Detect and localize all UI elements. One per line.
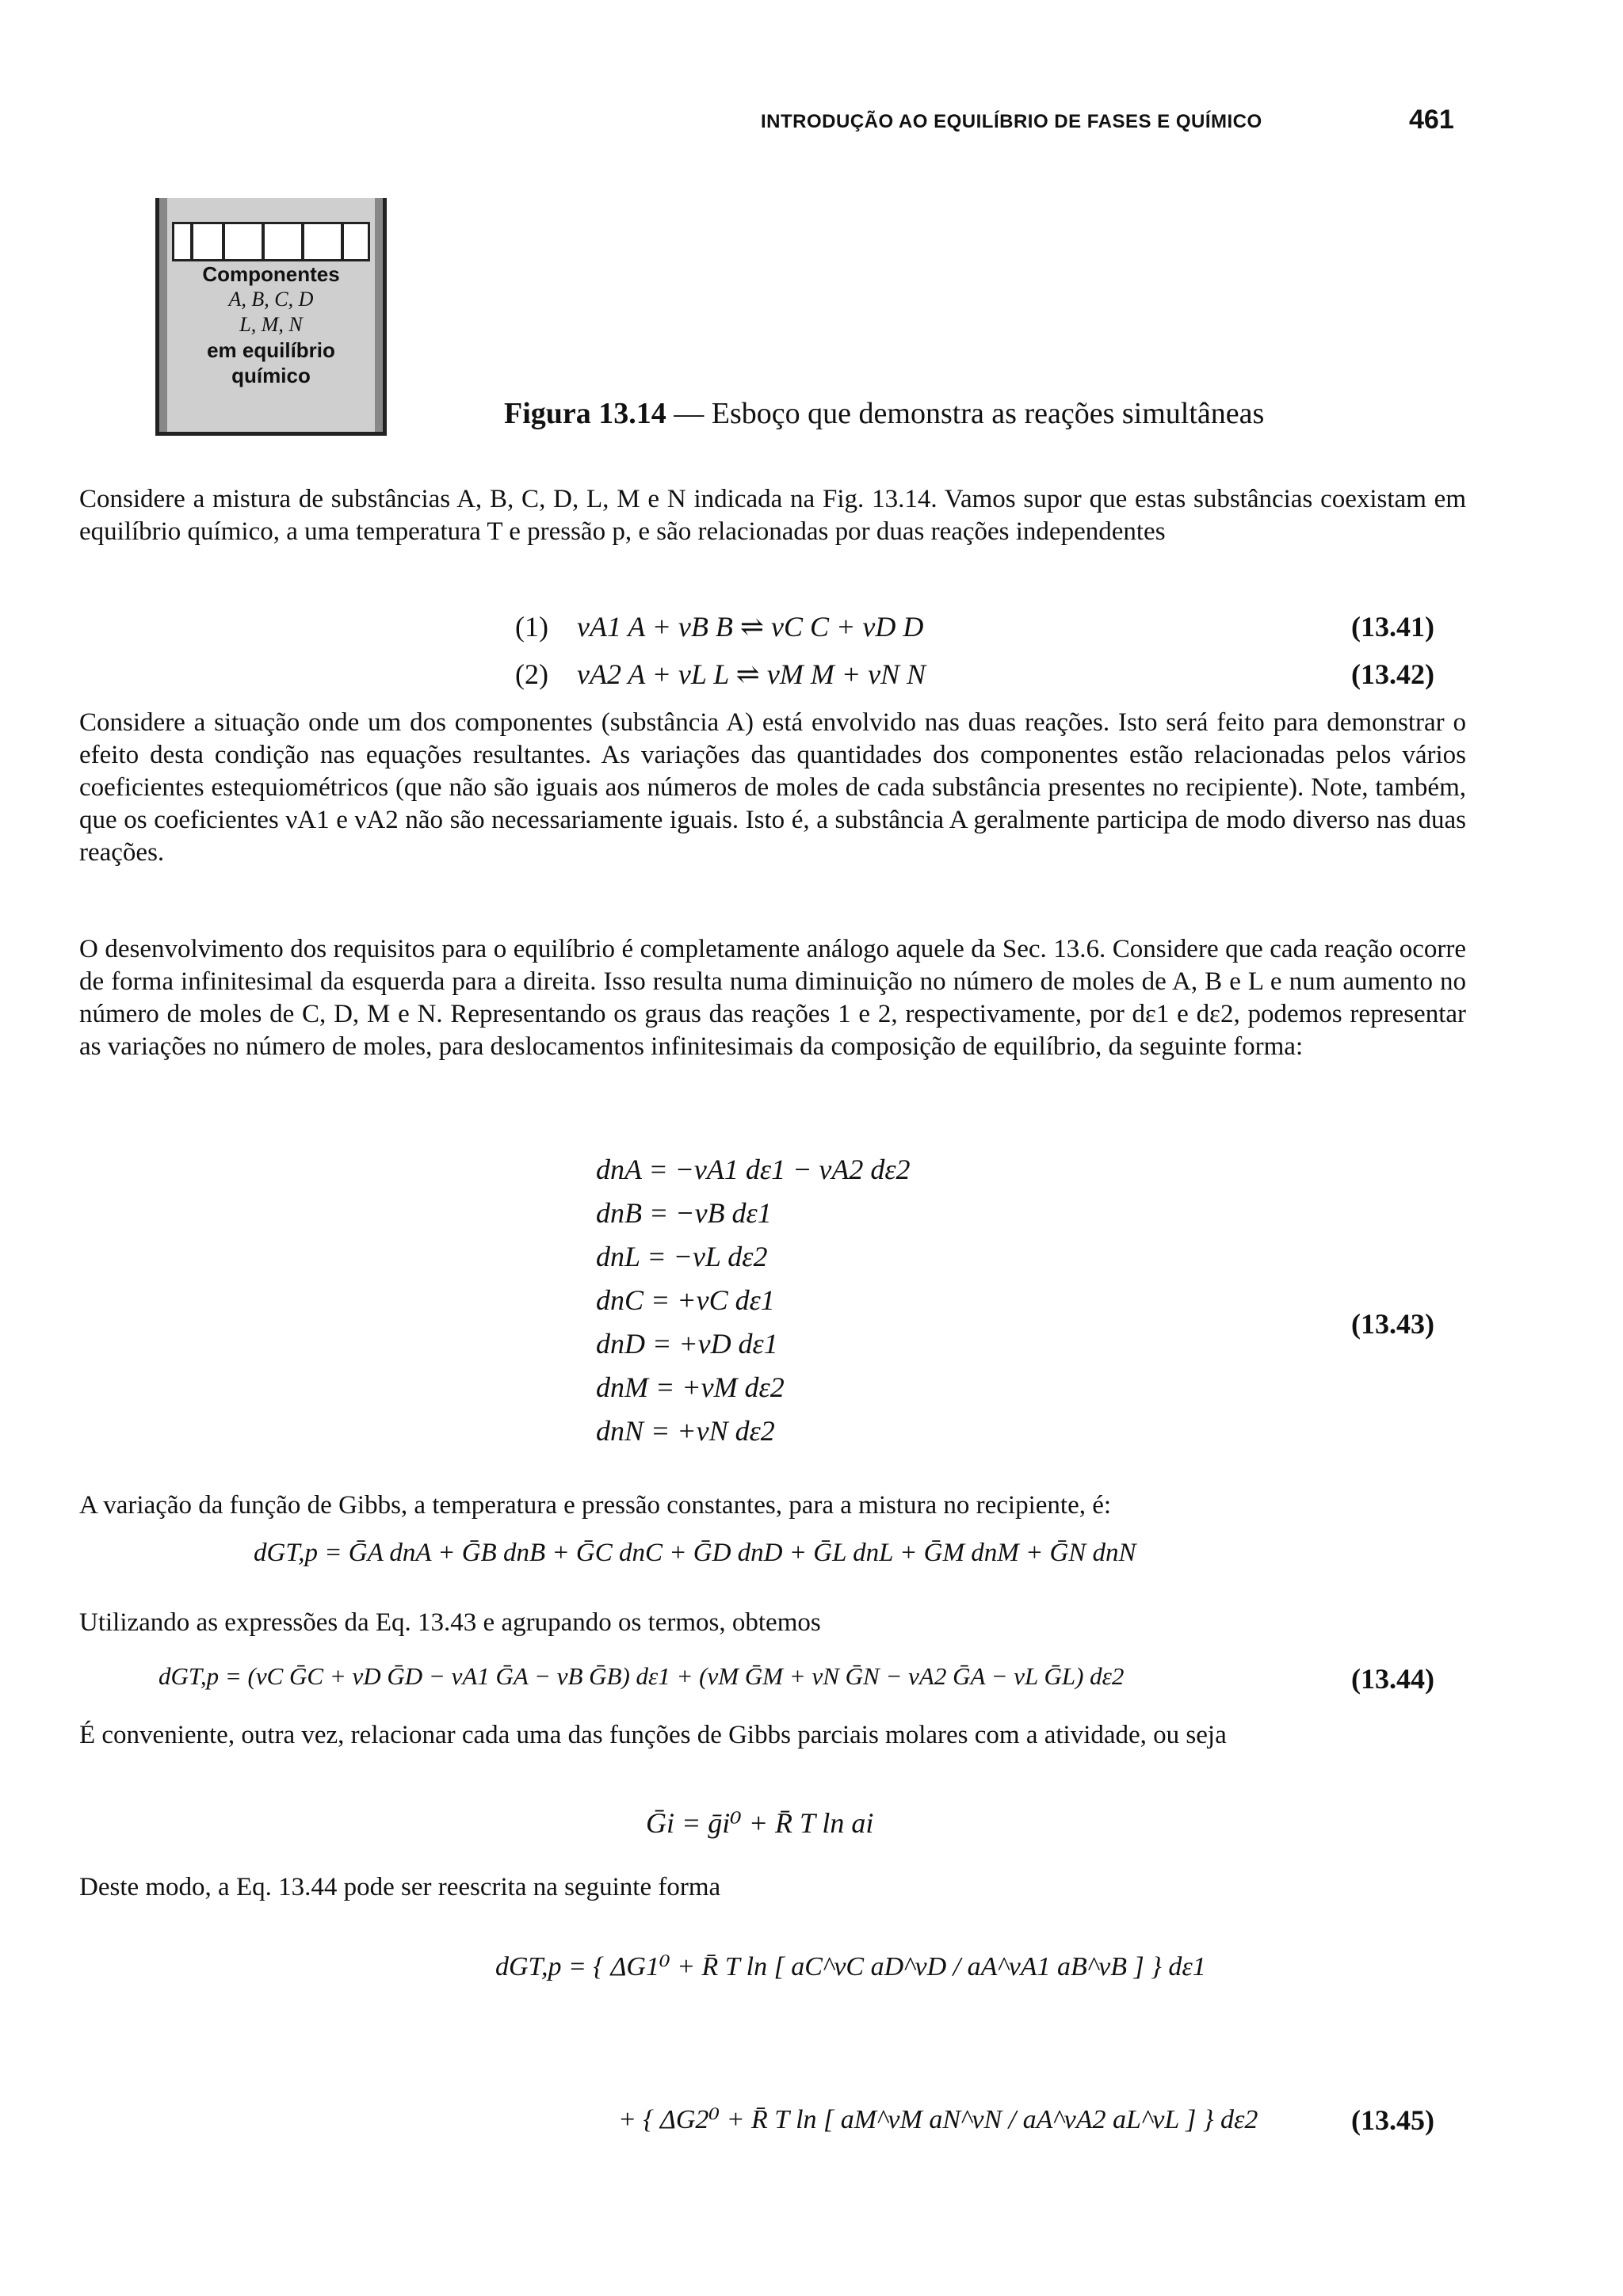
reaction-1 bbox=[515, 610, 923, 643]
paragraph-3: O desenvolvimento dos requisitos para o equilíbrio é completamente análogo aquele da Sec. 13.6. Considere que cada reação ocorre de forma infinitesimal da esquerda para a direita. Isso resulta numa diminuição no número de moles de A, B e L e num aumento no número de moles de C, D, M e N. Representando os graus das reações 1 e 2, respectivamente, por dε1 e dε2, podemos representar as variações no número de moles, para deslocamentos infinitesimais da composição de equilíbrio, da seguinte forma: bbox=[79, 935, 1466, 1061]
equation-dG-grouped: dGT,p = (νC ḠC + νD ḠD − νA1 ḠA − νB ḠB) dε1 + (νM ḠM + νN ḠN − νA2 ḠA − νL ḠL) dε2 bbox=[158, 1662, 1125, 1690]
paragraph-5: Utilizando as expressões da Eq. 13.43 e agrupando os termos, obtemos bbox=[79, 1608, 821, 1637]
figure-container-diagram bbox=[155, 198, 387, 436]
page-number: 461 bbox=[1409, 105, 1454, 135]
equation-dG: dGT,p = ḠA dnA + ḠB dnB + ḠC dnC + ḠD dnD + ḠL dnL + ḠM dnM + ḠN dnN bbox=[254, 1539, 1136, 1567]
equation-number: (13.42) bbox=[1351, 658, 1434, 690]
figure-label-line: em equilíbrio bbox=[207, 338, 335, 362]
paragraph-2: Considere a situação onde um dos componentes (substância A) está envolvido nas duas reações. Isto será feito para demonstrar o efeito desta condição nas equações resultantes. As variações das quantidades dos componentes estão relacionadas pelos vários coeficientes estequiométricos (que não são iguais aos números de moles de cada substância presentes no recipiente). Note, também, que os coeficientes νA1 e νA2 não são necessariamente iguais. Isto é, a substância A geralmente participa de modo diverso nas duas reações. bbox=[79, 708, 1466, 867]
reaction-expression: νA2 A + νL L ⇌ νM M + νN N bbox=[576, 658, 926, 690]
equation-number: (13.41) bbox=[1351, 611, 1434, 643]
equation-45-line-1: dGT,p = { ΔG1⁰ + R̄ T ln [ aC^νC aD^νD / aA^νA1 aB^νB ] } dε1 bbox=[495, 1952, 1206, 1981]
container-wall-right bbox=[375, 198, 383, 432]
figure-label-line: químico bbox=[231, 364, 311, 387]
equation-45-line-2: + { ΔG2⁰ + R̄ T ln [ aM^νM aN^νN / aA^νA2 aL^νL ] } dε2 bbox=[618, 2105, 1258, 2134]
piston bbox=[172, 222, 370, 261]
reaction-tag: (1) bbox=[515, 611, 548, 643]
figure-label-line: L, M, N bbox=[239, 313, 303, 336]
paragraph-4: A variação da função de Gibbs, a temperatura e pressão constantes, para a mistura no recipiente, é: bbox=[79, 1491, 1112, 1520]
equation-gibbs-activity: Ḡi = ḡi⁰ + R̄ T ln ai bbox=[646, 1807, 874, 1839]
paragraph-7: Deste modo, a Eq. 13.44 pode ser reescrita na seguinte forma bbox=[79, 1873, 721, 1901]
equation-dnN: dnN = +νN dε2 bbox=[596, 1415, 775, 1447]
equation-dnA: dnA = −νA1 dε1 − νA2 dε2 bbox=[596, 1154, 911, 1185]
reaction-tag: (2) bbox=[515, 658, 548, 690]
reaction-2 bbox=[515, 658, 926, 691]
figure-caption-number: Figura 13.14 bbox=[504, 397, 666, 430]
container-wall-left bbox=[159, 198, 167, 432]
equation-dnB: dnB = −νB dε1 bbox=[596, 1197, 772, 1229]
running-header: INTRODUÇÃO AO EQUILÍBRIO DE FASES E QUÍMICO bbox=[761, 111, 1262, 132]
equation-dnC: dnC = +νC dε1 bbox=[596, 1284, 775, 1316]
paragraph-6: É conveniente, outra vez, relacionar cada uma das funções de Gibbs parciais molares com a atividade, ou seja bbox=[79, 1721, 1227, 1749]
reaction-expression: νA1 A + νB B ⇌ νC C + νD D bbox=[576, 611, 924, 643]
figure-label-line: A, B, C, D bbox=[228, 288, 314, 311]
equation-number: (13.43) bbox=[1351, 1308, 1434, 1340]
equation-number: (13.44) bbox=[1351, 1663, 1434, 1695]
figure-label bbox=[175, 261, 367, 388]
figure-label-line: Componentes bbox=[202, 262, 340, 286]
equation-dnD: dnD = +νD dε1 bbox=[596, 1328, 778, 1360]
equation-dnL: dnL = −νL dε2 bbox=[596, 1241, 768, 1272]
figure-caption-text: — Esboço que demonstra as reações simultâneas bbox=[666, 397, 1265, 430]
equation-dnM: dnM = +νM dε2 bbox=[596, 1371, 785, 1403]
figure-caption bbox=[504, 396, 1264, 431]
equation-number: (13.45) bbox=[1351, 2104, 1434, 2136]
paragraph-1: Considere a mistura de substâncias A, B, C, D, L, M e N indicada na Fig. 13.14. Vamos supor que estas substâncias coexistam em equilíbrio químico, a uma temperatura T e pressão p, e são relacionadas por duas reações independentes bbox=[79, 485, 1466, 546]
